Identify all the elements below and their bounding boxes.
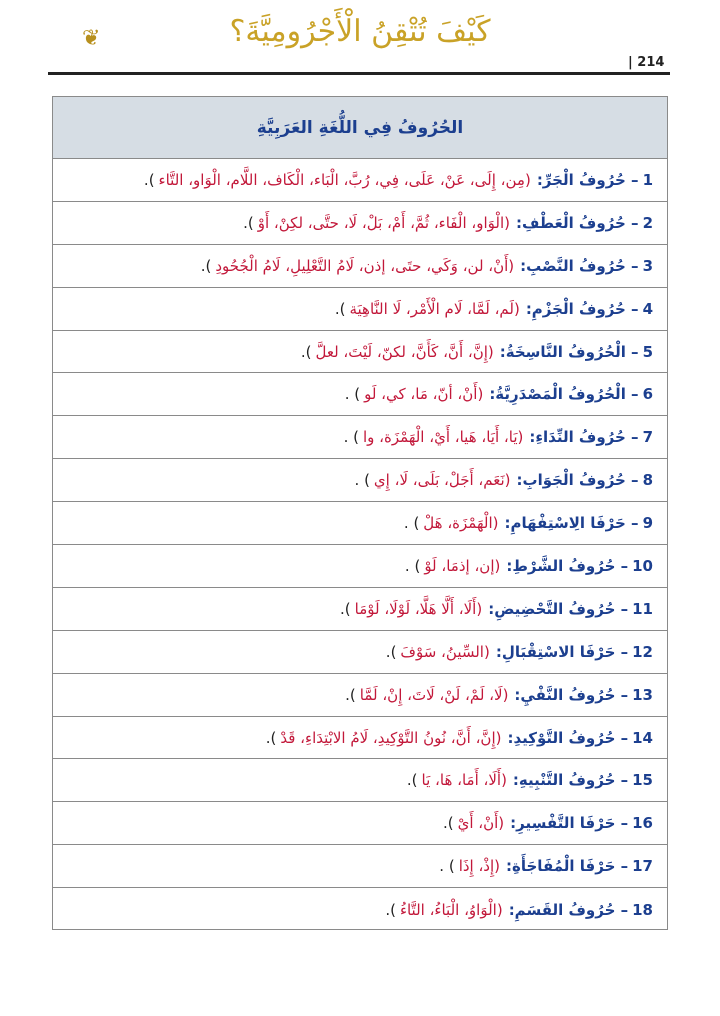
row-name: – حُرُوفُ التَّنْبِيهِ: bbox=[512, 771, 629, 790]
row-name: – الْحُرُوفُ النَّاسِخَةُ: bbox=[499, 342, 639, 361]
row-num: 13 bbox=[632, 685, 653, 704]
row-end: ). bbox=[243, 213, 254, 232]
row-end: ). bbox=[385, 642, 397, 661]
row-items: (الْهَمْزَة، هَلْ bbox=[423, 514, 499, 533]
row-items: (إِنَّ، أَنَّ، كَأَنَّ، لكنّ، لَيْتَ، لعلَّ bbox=[315, 342, 494, 361]
row-end: ) . bbox=[343, 428, 359, 447]
row-end: ). bbox=[385, 900, 396, 919]
book-title: كَيْفَ تُتْقِنُ الْأَجْرُومِيَّةَ؟ bbox=[229, 14, 491, 49]
row-items: (مِن، إِلَى، عَنْ، عَلَى، فِي، رُبَّ، الْبَاء، الْكَاف، اللَّام، الْوَاو، التَّاء bbox=[158, 170, 531, 189]
row-items: (أَنْ، أَيْ bbox=[457, 814, 505, 833]
row-items: (لَم، لَمَّا، لَام الْأَمْر، لَا النَّاهِيَة bbox=[349, 299, 520, 318]
table-row bbox=[53, 373, 667, 416]
row-end: ) . bbox=[404, 556, 421, 575]
row-end: ). bbox=[406, 771, 418, 790]
row-name: – حُرُوفُ النَّصْبِ: bbox=[520, 256, 639, 275]
row-name: – حَرْفَا التَّفْسِيرِ: bbox=[510, 814, 629, 833]
table-row bbox=[53, 288, 667, 331]
row-num: 17 bbox=[632, 857, 653, 876]
row-items: (أَلَا، أَلَّا هَلَّا، لَوْلَا، لَوْمَا bbox=[354, 599, 483, 618]
row-items: (أَلَا، أَمَا، هَا، يَا bbox=[421, 771, 507, 790]
row-name: – حَرْفَا الْمُفَاجَأَةِ: bbox=[506, 857, 629, 876]
row-num: 9 bbox=[642, 514, 653, 533]
row-end: ). bbox=[265, 728, 277, 747]
row-end: ) . bbox=[403, 514, 420, 533]
row-name: – حُرُوفُ النَّفْيِ: bbox=[514, 685, 629, 704]
row-name: – حَرْفَا الاسْتِقْبَالِ: bbox=[495, 642, 629, 661]
table-row bbox=[53, 245, 667, 288]
row-num: 11 bbox=[632, 599, 653, 618]
row-num: 7 bbox=[642, 428, 653, 447]
row-num: 14 bbox=[632, 728, 653, 747]
table-row bbox=[53, 588, 667, 631]
header-rule bbox=[48, 72, 670, 75]
row-name: – حُرُوفُ الْعَطْفِ: bbox=[516, 213, 639, 232]
ornament-left-icon: ❦ bbox=[82, 26, 101, 51]
row-name: – حَرْفَا الِاسْتِفْهَامِ: bbox=[504, 514, 639, 533]
row-items: (السِّينُ، سَوْفَ bbox=[400, 642, 490, 661]
table-row bbox=[53, 759, 667, 802]
row-num: 15 bbox=[632, 771, 653, 790]
row-end: ) . bbox=[354, 471, 370, 490]
table-row bbox=[53, 888, 667, 931]
row-name: – الْحُرُوفُ الْمَصْدَرِيَّةُ: bbox=[489, 385, 639, 404]
row-end: ). bbox=[200, 256, 212, 275]
row-items: (إِنَّ، أَنَّ، نُونُ التَّوْكِيدِ، لَامُ الابْتِدَاءِ، قَدْ bbox=[280, 728, 502, 747]
row-end: ). bbox=[340, 599, 351, 618]
table-row bbox=[53, 845, 667, 888]
row-items: (يَا، أَيَا، هَيا، أَيْ، الْهَمْزَة، وا bbox=[363, 428, 524, 447]
table-row bbox=[53, 331, 667, 374]
table-row bbox=[53, 459, 667, 502]
row-num: 1 bbox=[642, 170, 653, 189]
row-num: 12 bbox=[632, 642, 653, 661]
row-name: – حُرُوفُ الْجَرِّ: bbox=[536, 170, 639, 189]
row-items: (إن، إذمَا، لَوْ bbox=[424, 556, 501, 575]
row-end: ). bbox=[345, 685, 356, 704]
table-row bbox=[53, 202, 667, 245]
table-heading: الحُرُوفُ فِي اللُّغَةِ العَرَبِيَّةِ bbox=[53, 97, 667, 159]
row-num: 6 bbox=[642, 385, 653, 404]
particles-table bbox=[52, 96, 668, 930]
row-items: (لَا، لَمْ، لَنْ، لَاتَ، إِنْ، لَمَّا bbox=[359, 685, 509, 704]
row-end: ) . bbox=[439, 857, 455, 876]
table-row bbox=[53, 545, 667, 588]
row-end: ). bbox=[300, 342, 312, 361]
row-items: (إِذْ، إِذَا bbox=[458, 857, 501, 876]
row-name: – حُرُوفُ النِّدَاءِ: bbox=[529, 428, 639, 447]
table-row bbox=[53, 159, 667, 202]
table-row bbox=[53, 802, 667, 845]
row-name: – حُرُوفُ الشَّرْطِ: bbox=[506, 556, 629, 575]
row-end: ). bbox=[143, 170, 155, 189]
row-num: 5 bbox=[642, 342, 653, 361]
table-row bbox=[53, 674, 667, 717]
row-num: 16 bbox=[632, 814, 653, 833]
row-end: ) . bbox=[344, 385, 361, 404]
row-end: ). bbox=[334, 299, 346, 318]
row-items: (أَنْ، أنّ، مَا، كي، لَو bbox=[364, 385, 484, 404]
row-items: (الْوَاوُ، الْبَاءُ، التَّاءُ bbox=[399, 900, 503, 919]
row-num: 10 bbox=[632, 556, 653, 575]
row-num: 3 bbox=[642, 256, 653, 275]
row-num: 8 bbox=[642, 471, 653, 490]
table-row bbox=[53, 631, 667, 674]
table-row bbox=[53, 717, 667, 760]
row-name: – حُرُوفُ القَسَمِ: bbox=[508, 900, 629, 919]
row-name: – حُرُوفُ الْجَزْمِ: bbox=[525, 299, 639, 318]
row-name: – حُرُوفُ التَّحْضِيضِ: bbox=[488, 599, 629, 618]
row-items: (أَنْ، لن، وَكَي، حتَى، إذن، لَامُ التَّعْلِيلِ، لَامُ الْجُحُودِ bbox=[215, 256, 515, 275]
row-name: – حُرُوفُ الْجَوَابِ: bbox=[516, 471, 639, 490]
row-items: (الْوَاو، الْفَاء، ثُمَّ، أَمْ، بَلْ، لَا، حتَّى، لكِنْ، أَوْ bbox=[257, 213, 510, 232]
row-num: 4 bbox=[642, 299, 653, 318]
table-row bbox=[53, 502, 667, 545]
table-row bbox=[53, 416, 667, 459]
row-num: 2 bbox=[642, 213, 653, 232]
row-num: 18 bbox=[632, 900, 653, 919]
row-name: – حُرُوفُ التَّوْكِيدِ: bbox=[507, 728, 629, 747]
page-number: | 214 bbox=[628, 55, 665, 70]
row-end: ). bbox=[442, 814, 454, 833]
row-items: (نَعَم، أَجَلْ، بَلَى، لَا، إِي bbox=[373, 471, 511, 490]
